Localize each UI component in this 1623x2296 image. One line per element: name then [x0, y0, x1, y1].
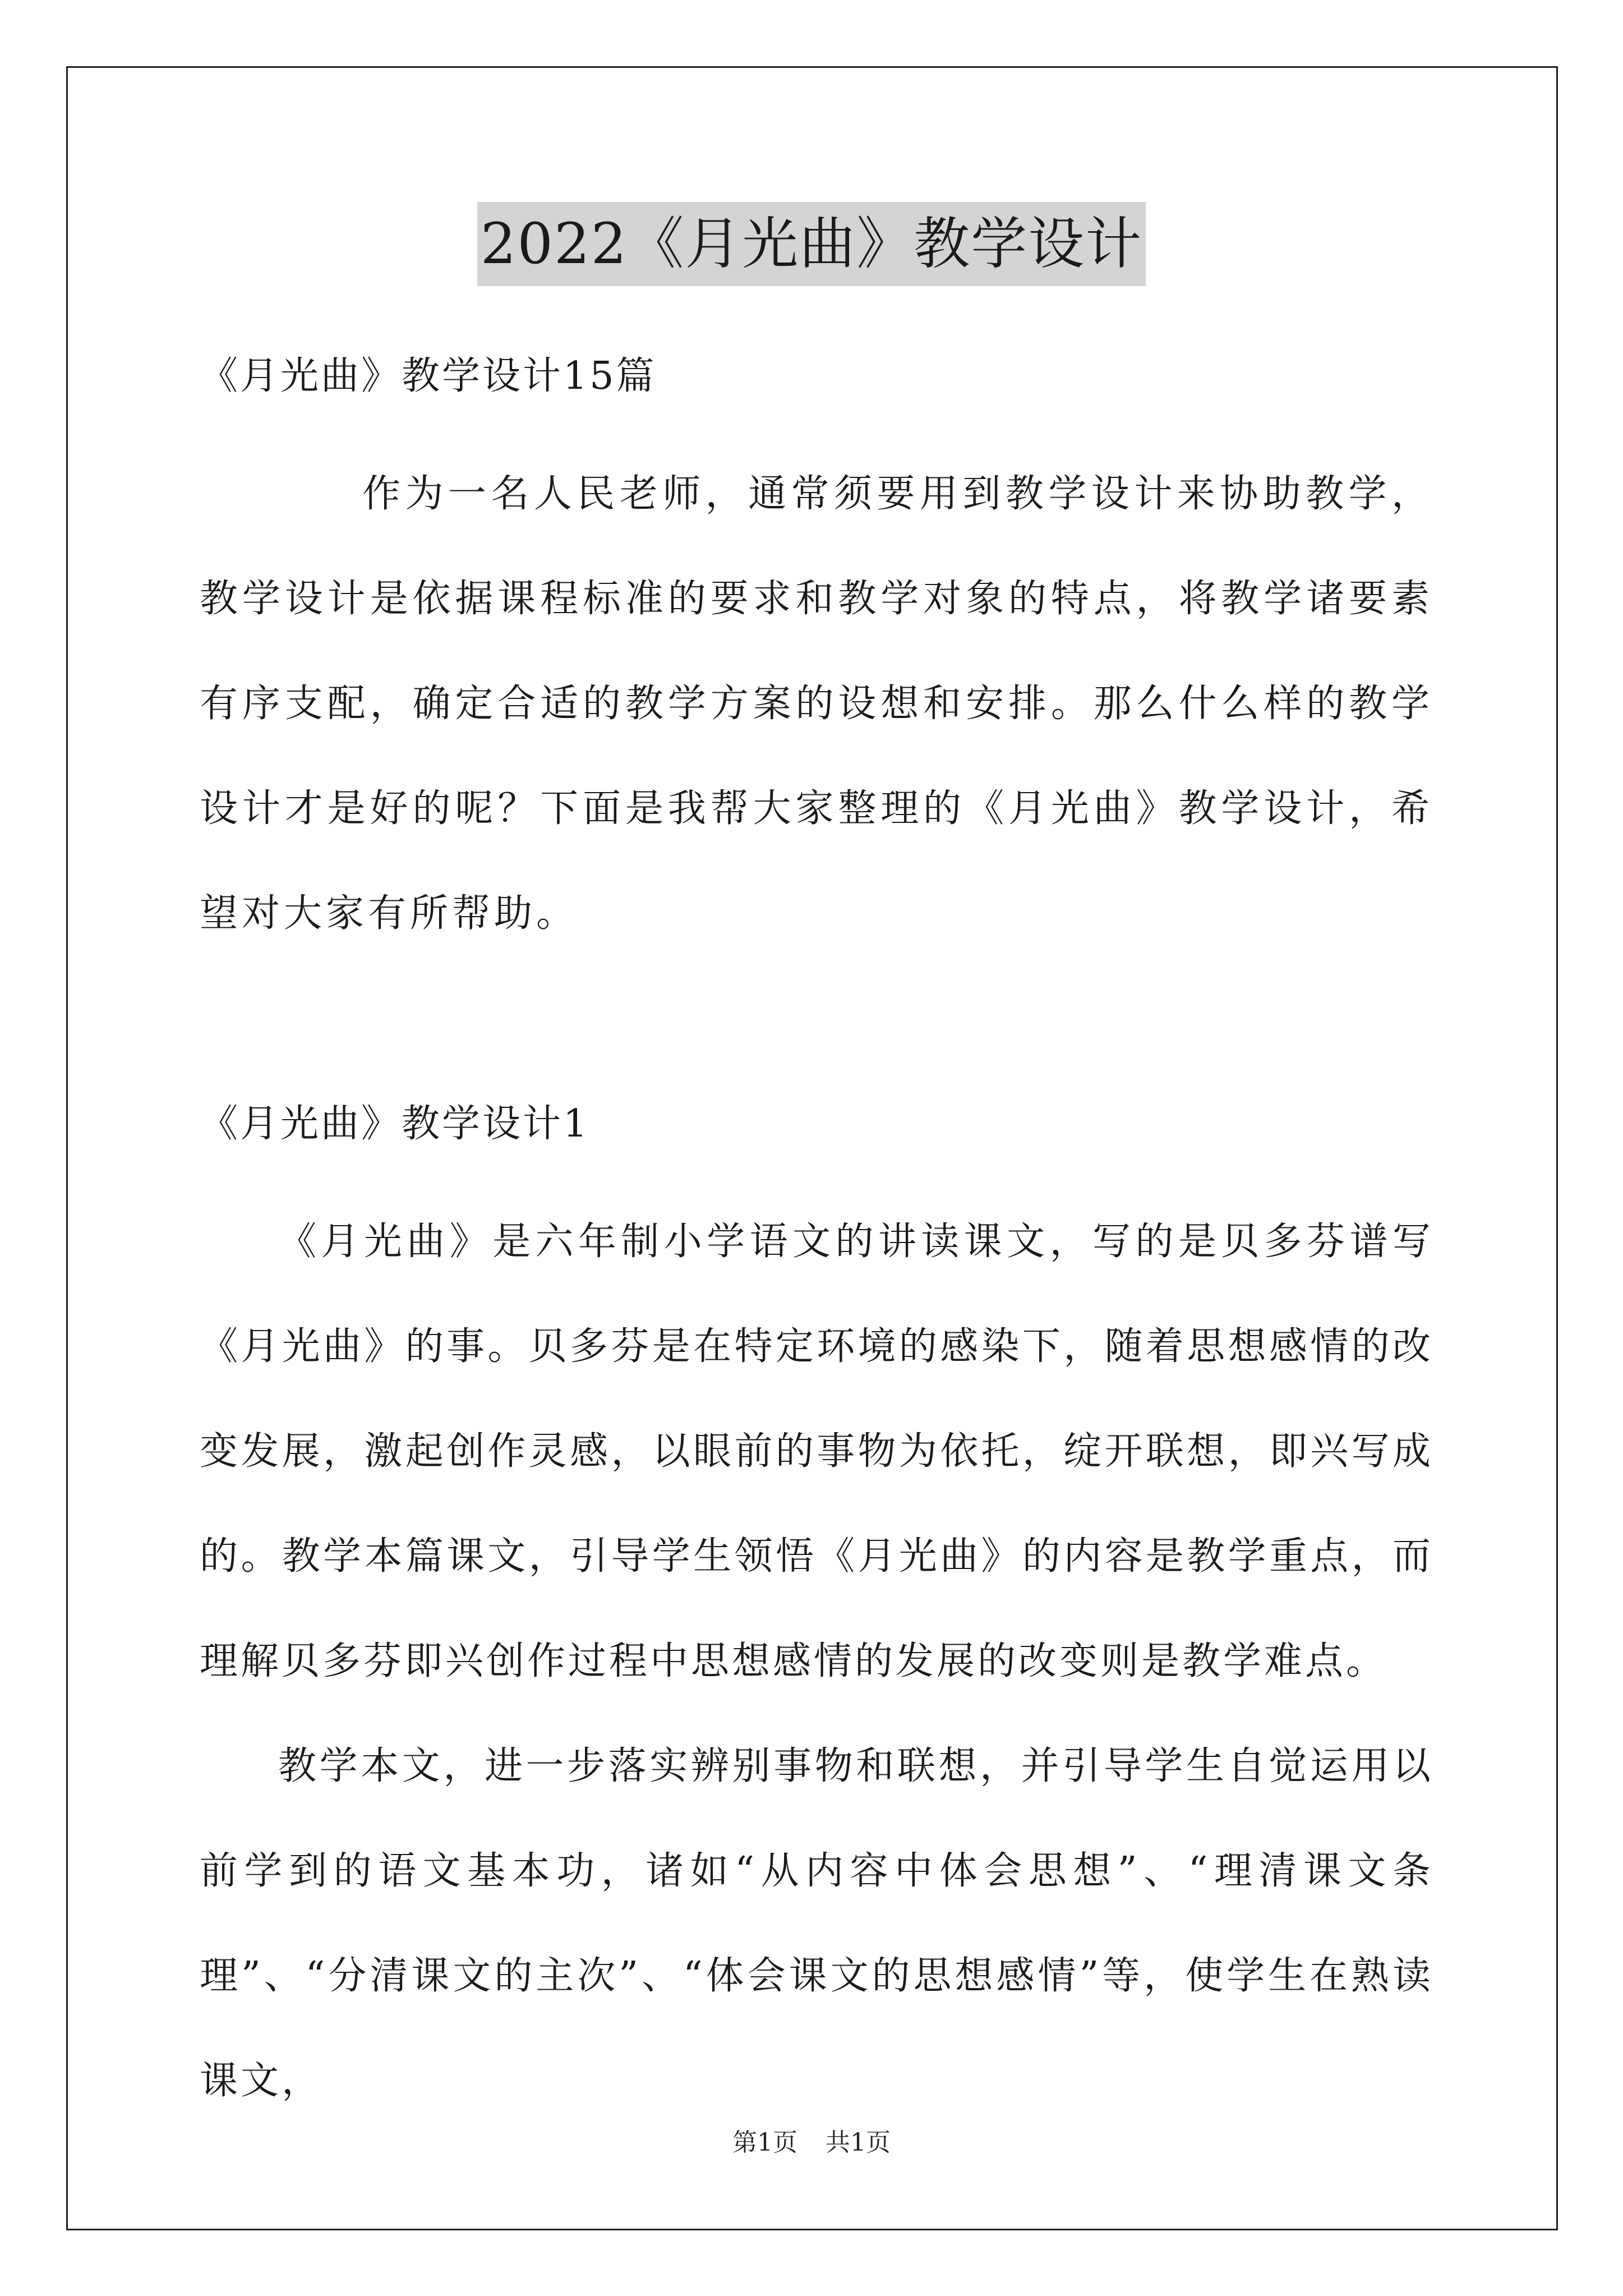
- intro-paragraph: 作为一名人民老师，通常须要用到教学设计来协助教学，教学设计是依据课程标准的要求和教学对象的特点，将教学诸要素有序支配，确定合适的教学方案的设想和安排。那么什么样的教学设计才是好的呢？下面是我帮大家整理的《月光曲》教学设计，希望对大家有所帮助。: [200, 472, 1433, 936]
- body-paragraph-2: 教学本文，进一步落实辨别事物和联想，并引导学生自觉运用以前学到的语文基本功，诸如“从内容中体会思想”、“理清课文条理”、“分清课文的主次”、“体会课文的思想感情”等，使学生在熟读课文，: [200, 1744, 1433, 2103]
- document-title: 2022《月光曲》教学设计: [477, 202, 1146, 286]
- page-number: 第1页: [732, 2128, 797, 2157]
- document-subtitle: 《月光曲》教学设计15篇: [200, 354, 657, 398]
- page-total: 共1页: [826, 2128, 891, 2157]
- title-container: [0, 202, 1623, 286]
- page-footer: [0, 2126, 1623, 2160]
- body-paragraph-1: 《月光曲》是六年制小学语文的讲读课文，写的是贝多芬谱写《月光曲》的事。贝多芬是在特定环境的感染下，随着思想感情的改变发展，激起创作灵感，以眼前的事物为依托，绽开联想，即兴写成的。教学本篇课文，引导学生领悟《月光曲》的内容是教学重点，而理解贝多芬即兴创作过程中思想感情的发展的改变则是教学难点。: [200, 1220, 1433, 1683]
- section-heading: 《月光曲》教学设计1: [200, 1102, 590, 1146]
